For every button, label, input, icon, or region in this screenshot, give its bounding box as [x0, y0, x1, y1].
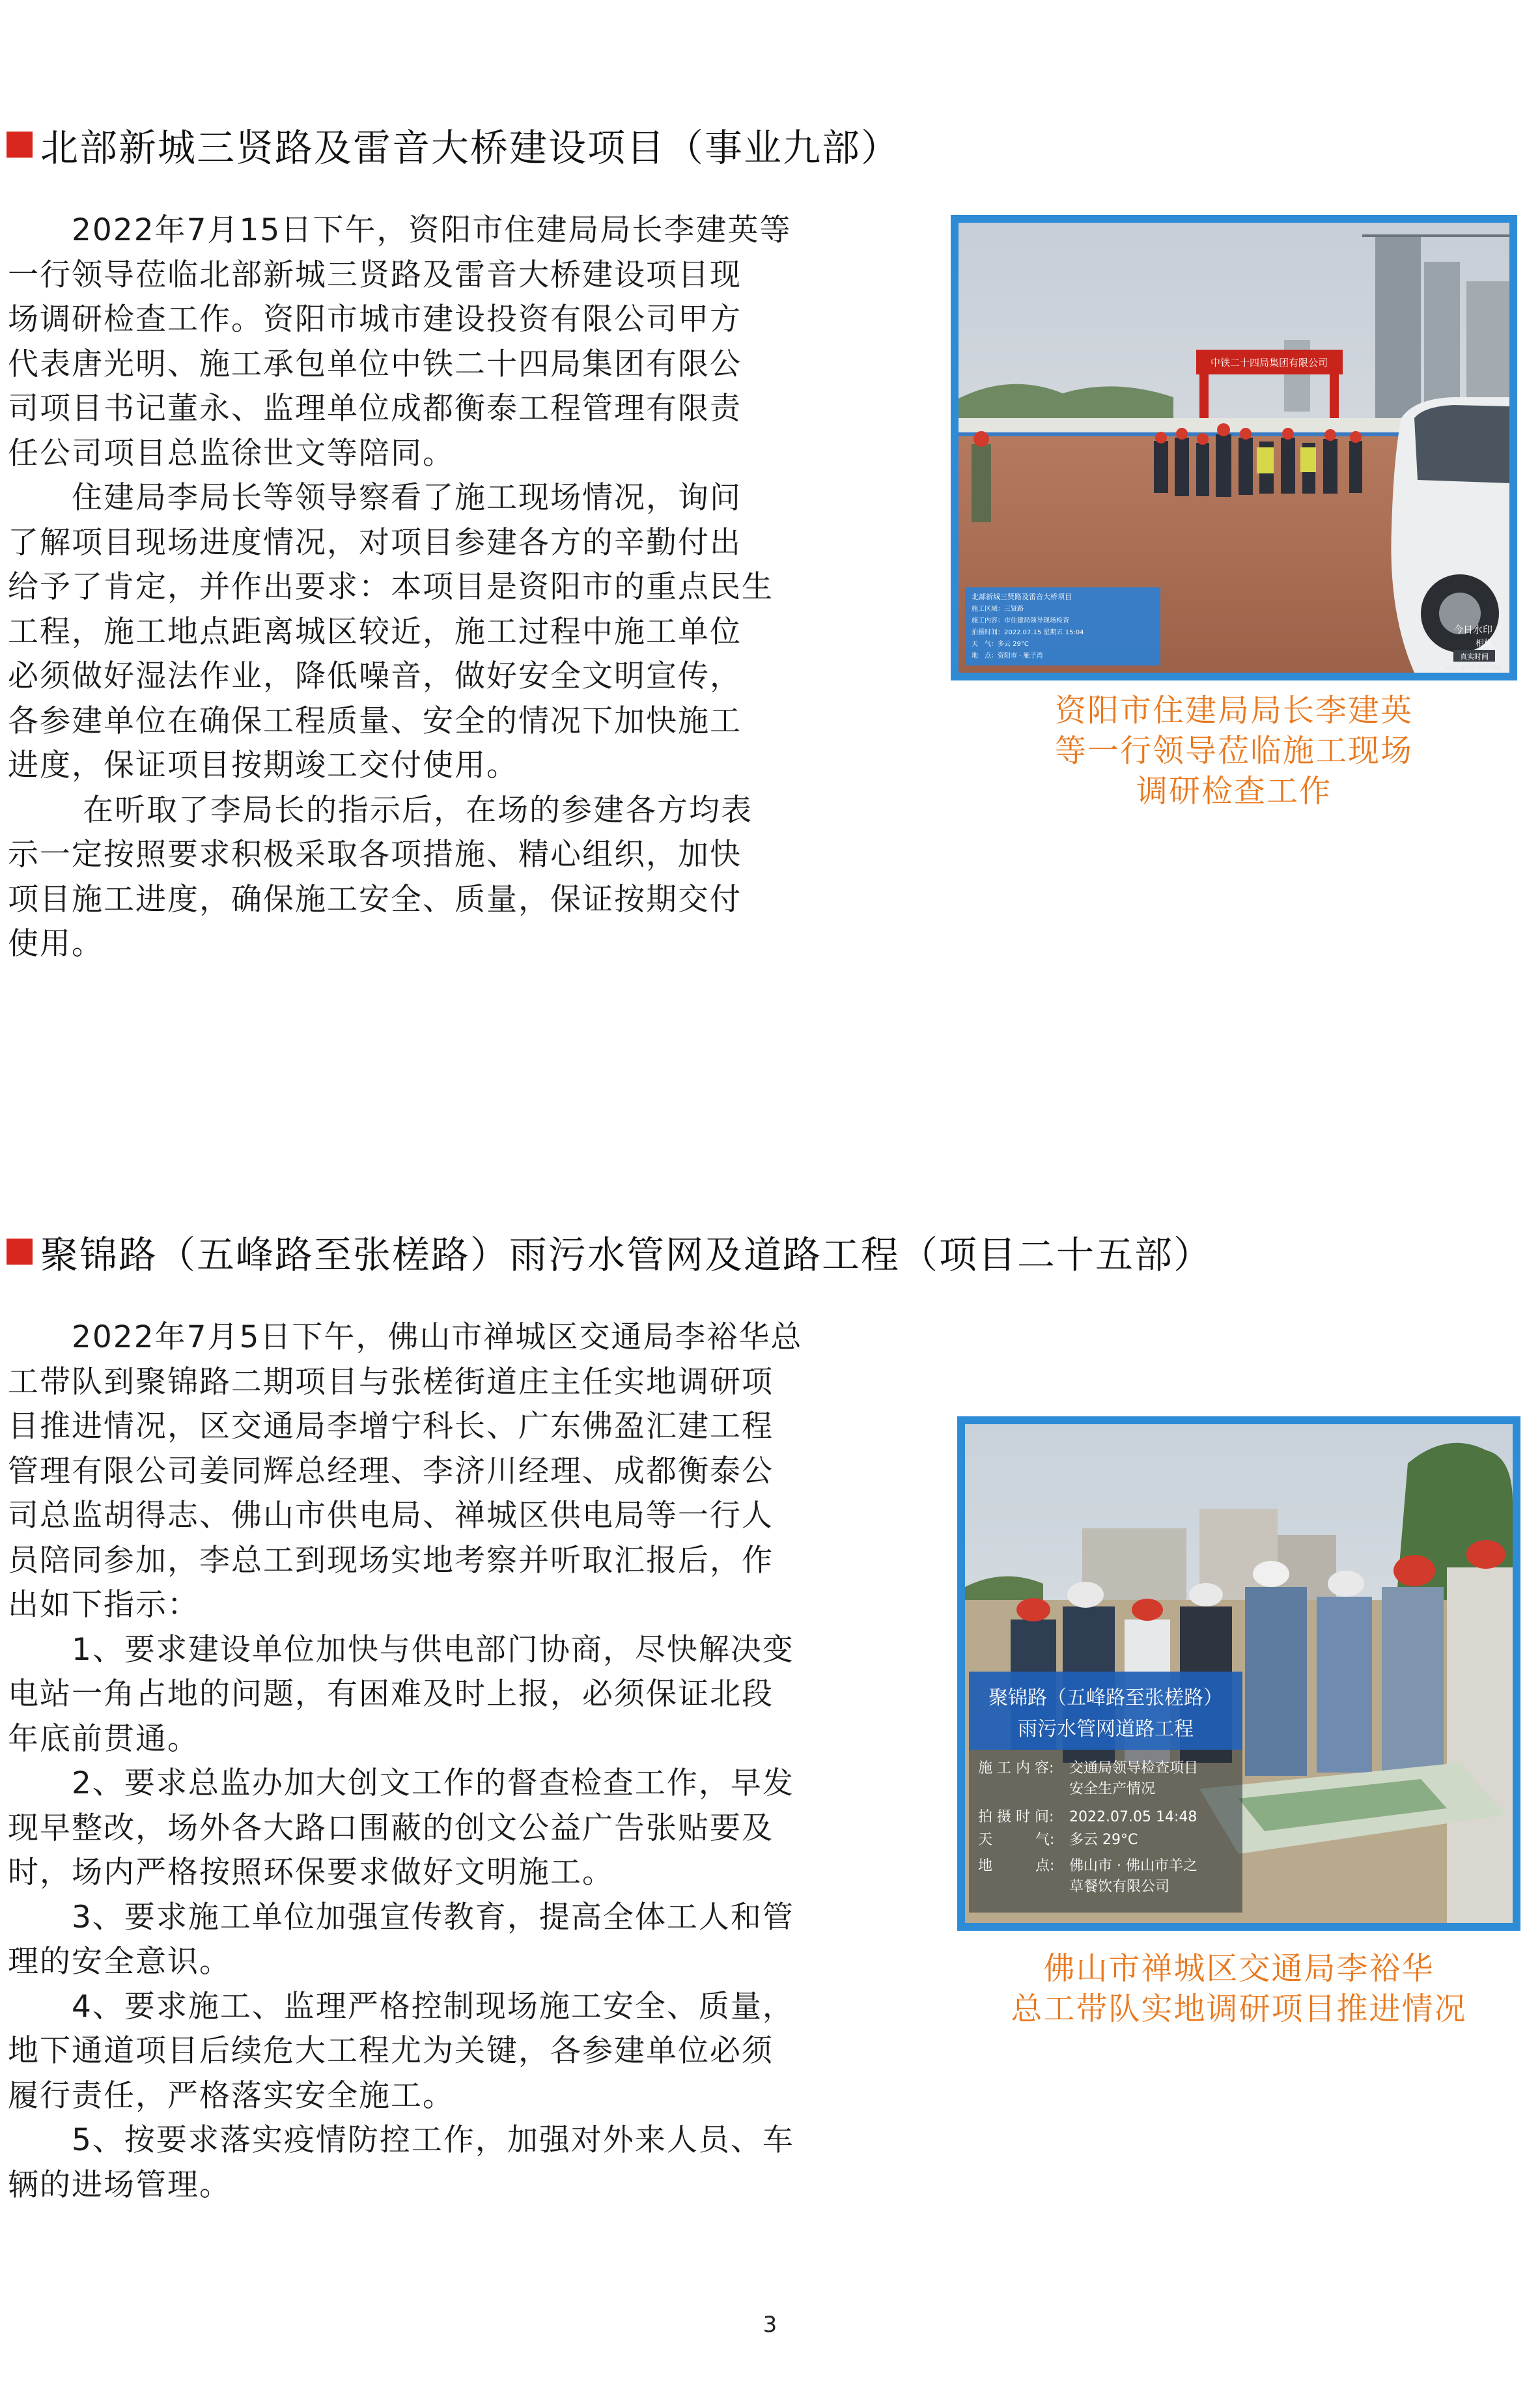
body-line: 了解项目现场进度情况，对项目参建各方的辛勤付出 [8, 524, 742, 561]
caption-line: 佛山市禅城区交通局李裕华 [1043, 1950, 1435, 1987]
body-line: 2022年7月15日下午，资阳市住建局局长李建英等 [8, 212, 792, 248]
body-line: 电站一角占地的问题，有困难及时上报，必须保证北段 [8, 1676, 774, 1712]
body-line: 2022年7月5日下午，佛山市禅城区交通局李裕华总 [8, 1319, 803, 1355]
body-line: 代表唐光明、施工承包单位中铁二十四局集团有限公 [8, 346, 742, 382]
page-number: 3 [763, 2312, 777, 2338]
body-line: 司项目书记董永、监理单位成都衡泰工程管理有限责 [8, 391, 742, 427]
body-line: 理的安全意识。 [8, 1944, 231, 1980]
section-2-caption [957, 1948, 1520, 2029]
body-line: 履行责任，严格落实安全施工。 [8, 2077, 455, 2114]
body-line: 住建局李局长等领导察看了施工现场情况，询问 [8, 480, 742, 516]
caption-line: 调研检查工作 [1136, 773, 1332, 809]
body-line: 给予了肯定，并作出要求：本项目是资阳市的重点民生 [8, 569, 774, 605]
photo-info-label: 施 工 内 容: [978, 1760, 1054, 1776]
heading-square-marker [7, 1239, 33, 1265]
section-1-caption [951, 690, 1517, 811]
photo-info-line: 施工区域：三贤路 [972, 606, 1024, 613]
photo-info-value: 交通局领导检查项目 [1069, 1760, 1199, 1776]
body-line: 4、要求施工、监理严格控制现场施工安全、质量， [8, 1988, 794, 2025]
gate-banner-text: 中铁二十四局集团有限公司 [1210, 357, 1328, 369]
photo-info-line: 拍摄时间：2022.07.15 星期五 15:04 [972, 629, 1084, 636]
section-1-photo [951, 215, 1517, 680]
photo-info-label: 地 点: [978, 1858, 1055, 1874]
watermark-code: 防伪：RP8ACKPCHNXE [1445, 665, 1503, 671]
photo-info-value: 佛山市 · 佛山市羊之 [1069, 1858, 1197, 1874]
body-line: 员陪同参加，李总工到现场实地考察并听取汇报后，作 [8, 1542, 774, 1578]
caption-line: 等一行领导莅临施工现场 [1054, 733, 1413, 769]
section-1-title [7, 117, 900, 172]
caption-line: 总工带队实地调研项目推进情况 [1011, 1991, 1467, 2027]
photo-title-line: 聚锦路（五峰路至张槎路） [988, 1687, 1223, 1709]
site-inspection-photo [959, 223, 1509, 673]
body-line: 地下通道项目后续危大工程尤为关键，各参建单位必须 [8, 2033, 774, 2069]
body-line: 任公司项目总监徐世文等陪同。 [8, 435, 455, 471]
photo-title-line: 雨污水管网道路工程 [1018, 1718, 1194, 1741]
caption-line: 资阳市住建局局长李建英 [1054, 692, 1413, 729]
body-line: 管理有限公司姜同辉总经理、李济川经理、成都衡泰公 [8, 1453, 774, 1489]
photo-info-label: 拍 摄 时 间: [978, 1809, 1054, 1825]
photo-info-line: 地 点：资阳市 · 雁子湾 [972, 652, 1043, 660]
body-line: 必须做好湿法作业，降低噪音，做好安全文明宣传， [8, 658, 742, 694]
photo-info-value: 多云 29°C [1069, 1832, 1138, 1848]
photo-info-value: 安全生产情况 [1069, 1781, 1156, 1797]
body-line: 年底前贯通。 [8, 1720, 199, 1757]
body-line: 工程，施工地点距离城区较近，施工过程中施工单位 [8, 613, 742, 650]
photo-info-value: 草餐饮有限公司 [1069, 1879, 1170, 1895]
body-line: 示一定按照要求积极采取各项措施、精心组织，加快 [8, 837, 742, 873]
body-line: 5、按要求落实疫情防控工作，加强对外来人员、车 [8, 2122, 794, 2158]
section-1-body [8, 208, 791, 967]
body-line: 场调研检查工作。资阳市城市建设投资有限公司甲方 [8, 302, 742, 337]
watermark-camera: 相机 [1475, 639, 1492, 649]
section-2-body [8, 1315, 802, 2208]
body-line: 时，场内严格按照环保要求做好文明施工。 [8, 1855, 614, 1890]
body-line: 出如下指示： [8, 1587, 199, 1623]
body-line: 使用。 [8, 926, 104, 962]
body-line: 各参建单位在确保工程质量、安全的情况下加快施工 [8, 703, 742, 739]
section-2-photo [957, 1416, 1520, 1931]
body-line: 工带队到聚锦路二期项目与张槎街道庄主任实地调研项 [8, 1364, 774, 1400]
body-line: 司总监胡得志、佛山市供电局、禅城区供电局等一行人 [8, 1498, 774, 1534]
body-line: 1、要求建设单位加快与供电部门协商，尽快解决变 [8, 1631, 794, 1668]
section-1-title-text: 北部新城三贤路及雷音大桥建设项目（事业九部） [40, 126, 901, 170]
watermark-realtime: 真实时间 [1460, 652, 1489, 661]
field-research-photo [965, 1424, 1513, 1923]
photo-info-line: 施工内容：市住建局领导现场检查 [972, 617, 1069, 624]
photo-info-value: 2022.07.05 14:48 [1069, 1809, 1197, 1825]
body-line: 在听取了李局长的指示后，在场的参建各方均表 [8, 792, 753, 828]
body-line: 项目施工进度，确保施工安全、质量，保证按期交付 [8, 881, 742, 918]
body-line: 3、要求施工单位加强宣传教育，提高全体工人和管 [8, 1899, 794, 1935]
body-line: 现早整改，场外各大路口围蔽的创文公益广告张贴要及 [8, 1810, 774, 1846]
photo-info-line: 北部新城三贤路及雷音大桥项目 [972, 593, 1072, 601]
heading-square-marker [7, 132, 33, 158]
body-line: 2、要求总监办加大创文工作的督查检查工作，早发 [8, 1765, 794, 1801]
watermark-app-name: 今日水印 [1453, 624, 1492, 636]
body-line: 进度，保证项目按期竣工交付使用。 [8, 748, 518, 783]
body-line: 一行领导莅临北部新城三贤路及雷音大桥建设项目现 [8, 257, 742, 293]
body-line: 辆的进场管理。 [8, 2167, 231, 2203]
photo-info-label: 天 气: [978, 1832, 1055, 1848]
photo-info-line: 天 气：多云 29°C [972, 641, 1029, 648]
section-2-title-text: 聚锦路（五峰路至张槎路）雨污水管网及道路工程（项目二十五部） [40, 1233, 1213, 1277]
section-2-title [7, 1224, 1212, 1279]
body-line: 目推进情况，区交通局李增宁科长、广东佛盈汇建工程 [8, 1409, 774, 1444]
